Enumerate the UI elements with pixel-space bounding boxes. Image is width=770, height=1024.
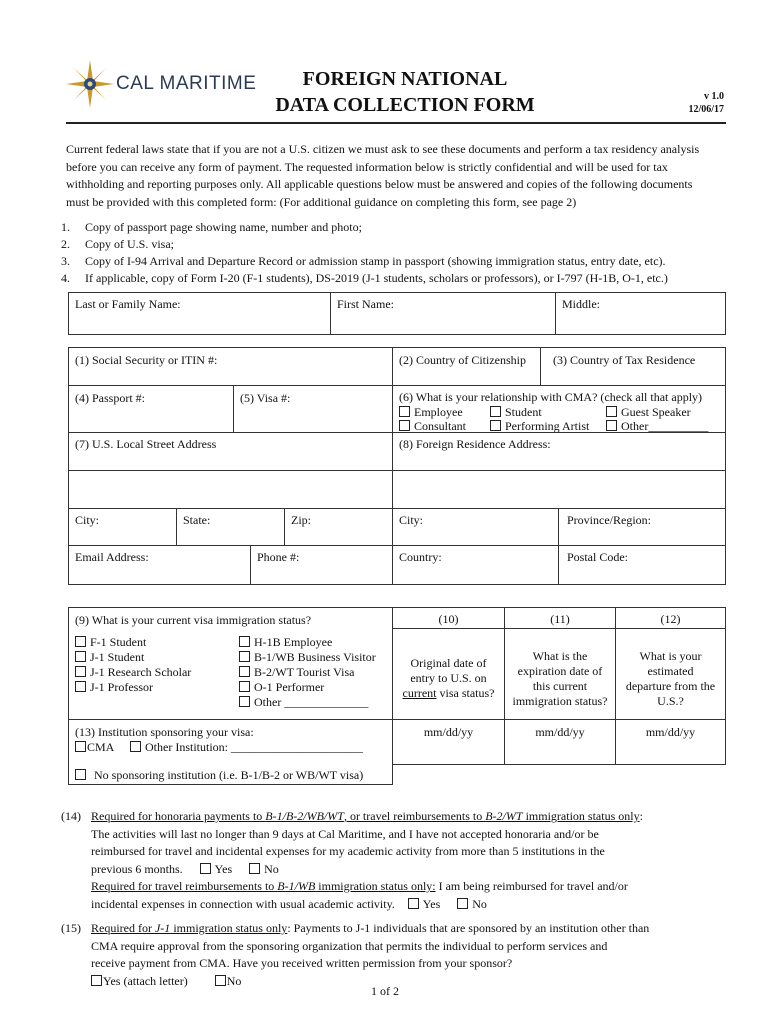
question-15-heading: (15) Required for J-1 immigration status only: Payments to J-1 individuals that are sponsored by an institution other than [61, 921, 650, 935]
checkbox[interactable] [75, 636, 86, 647]
visa-option-b1-wb[interactable]: B-1/WB Business Visitor [239, 650, 376, 665]
question-14-heading: (14) Required for honoraria payments to B-1/B-2/WB/WT, or travel reimbursements to B-2/WT immigration status only: [61, 809, 643, 823]
question-14-text-line2: reimbursed for travel and incidental expenses for my academic activity from more than 5 institutions in the [91, 844, 605, 858]
col11-label: (11) [550, 612, 570, 626]
phone-label: Phone #: [257, 550, 300, 564]
relationship-guest-speaker[interactable]: Guest Speaker [606, 405, 691, 419]
visa-option-j1-professor[interactable]: J-1 Professor [75, 680, 191, 695]
checkbox[interactable] [408, 898, 419, 909]
local-address-line2[interactable] [68, 470, 393, 509]
entry-date-format: mm/dd/yy [423, 725, 474, 739]
country-field[interactable] [392, 545, 559, 585]
checkbox[interactable] [606, 420, 617, 431]
list-item: 2. Copy of U.S. visa; [61, 237, 175, 251]
local-address-field[interactable] [68, 432, 393, 471]
phone-field[interactable] [250, 545, 393, 585]
visa-option-other[interactable]: Other ______________ [239, 695, 376, 710]
zip-label: Zip: [291, 513, 311, 527]
header-rule [66, 122, 726, 124]
checkbox[interactable] [75, 741, 86, 752]
q14-travel-no-option[interactable]: No [457, 897, 487, 911]
question-15-text-line3: receive payment from CMA. Have you received written permission from your sponsor? [91, 956, 513, 970]
country-label: Country: [399, 550, 442, 564]
postal-code-label: Postal Code: [567, 550, 629, 564]
q15-yes-option[interactable]: Yes (attach letter) [91, 974, 188, 988]
relationship-performing-artist[interactable]: Performing Artist [490, 419, 589, 433]
visa-option-j1-student[interactable]: J-1 Student [75, 650, 191, 665]
logo-text: CAL MARITIME [116, 73, 257, 94]
first-name-label: First Name: [337, 297, 394, 311]
relationship-other[interactable]: Other__________ [606, 419, 708, 433]
departure-date-field[interactable] [615, 719, 726, 765]
checkbox[interactable] [249, 863, 260, 874]
col12-header [615, 607, 726, 629]
col10-label: (10) [438, 612, 459, 626]
city-label: City: [75, 513, 100, 527]
list-item: 3. Copy of I-94 Arrival and Departure Record or admission stamp in passport (showing immigration status, entry date, etc). [61, 254, 666, 268]
sponsor-field [68, 719, 393, 785]
col12-label: (12) [660, 612, 681, 626]
visa-option-o1[interactable]: O-1 Performer [239, 680, 376, 695]
relationship-consultant[interactable]: Consultant [399, 419, 466, 433]
sponsor-question: (13) Institution sponsoring your visa: [75, 725, 254, 739]
foreign-city-field[interactable] [392, 508, 559, 546]
state-label: State: [183, 513, 211, 527]
relationship-employee[interactable]: Employee [399, 405, 463, 419]
q14-yes-option[interactable]: Yes [200, 862, 232, 876]
foreign-address-label: (8) Foreign Residence Address: [399, 437, 551, 451]
foreign-address-line2[interactable] [392, 470, 726, 509]
visa-option-j1-research-scholar[interactable]: J-1 Research Scholar [75, 665, 191, 680]
departure-date-format: mm/dd/yy [645, 725, 696, 739]
list-item: 4. If applicable, copy of Form I-20 (F-1 students), DS-2019 (J-1 students, scholars or professors), or I-797 (H-1B, O-1, etc.) [61, 271, 668, 285]
last-name-field[interactable] [68, 292, 331, 335]
checkbox[interactable] [200, 863, 211, 874]
visa-status-left-options [75, 635, 191, 695]
list-item: 1. Copy of passport page showing name, number and photo; [61, 220, 362, 234]
checkbox[interactable] [75, 651, 86, 662]
q15-no-option[interactable]: No [215, 974, 242, 988]
checkbox[interactable] [75, 681, 86, 692]
passport-field[interactable] [68, 385, 234, 433]
tax-residence-label: (3) Country of Tax Residence [553, 353, 696, 367]
sponsor-option-other[interactable]: Other Institution: ______________________ [130, 740, 363, 754]
form-title-line2: DATA COLLECTION FORM [275, 94, 535, 116]
visa-option-h1b[interactable]: H-1B Employee [239, 635, 376, 650]
form-title [250, 66, 560, 118]
version-block [688, 90, 724, 116]
checkbox[interactable] [215, 975, 226, 986]
ssn-field[interactable] [68, 347, 393, 386]
entry-date-field[interactable] [392, 719, 505, 765]
checkbox[interactable] [457, 898, 468, 909]
city-field[interactable] [68, 508, 177, 546]
relationship-student[interactable]: Student [490, 405, 542, 419]
version-date: 12/06/17 [688, 104, 724, 115]
passport-label: (4) Passport #: [75, 391, 145, 405]
compass-star-icon [64, 58, 116, 110]
form-title-line1: FOREIGN NATIONAL [302, 68, 508, 90]
email-field[interactable] [68, 545, 251, 585]
checkbox[interactable] [239, 651, 250, 662]
citizenship-label: (2) Country of Citizenship [399, 353, 526, 367]
question-14-text-line1: The activities will last no longer than 9 days at Cal Maritime, and I have not accepted honoraria and/or be [91, 826, 599, 841]
visa-status-right-options [239, 635, 376, 710]
checkbox[interactable] [399, 420, 410, 431]
first-name-field[interactable] [330, 292, 556, 335]
q14-no-option[interactable]: No [249, 862, 279, 876]
checkbox[interactable] [75, 769, 86, 780]
foreign-city-label: City: [399, 513, 424, 527]
tax-residence-field[interactable] [540, 347, 726, 386]
visa-number-label: (5) Visa #: [240, 391, 291, 405]
zip-field[interactable] [284, 508, 393, 546]
checkbox[interactable] [239, 636, 250, 647]
expiration-date-question-text: What is the expiration date of this current immigration status? [512, 649, 608, 708]
last-name-label: Last or Family Name: [75, 297, 181, 311]
checkbox[interactable] [75, 666, 86, 677]
province-label: Province/Region: [567, 513, 651, 527]
question-15-text-line2: CMA require approval from the sponsoring organization that permits the individual to perform services and [91, 938, 608, 953]
sponsor-option-none[interactable]: No sponsoring institution (i.e. B-1/B-2 or WB/WT visa) [75, 768, 363, 782]
email-label: Email Address: [75, 550, 149, 564]
checkbox[interactable] [130, 741, 141, 752]
expiration-date-question [504, 628, 616, 720]
relationship-field [392, 385, 726, 433]
expiration-date-format: mm/dd/yy [535, 725, 585, 739]
page-number: 1 of 2 [371, 984, 399, 998]
entry-date-question-text: Original date of entry to U.S. on current visa status? [402, 656, 495, 700]
departure-date-question [615, 628, 726, 720]
question-14-travel-answer-row: incidental expenses in connection with usual academic activity. Yes No [91, 896, 487, 911]
checkbox[interactable] [490, 420, 501, 431]
sponsor-option-cma[interactable]: CMA [75, 740, 114, 754]
middle-name-label: Middle: [562, 297, 600, 311]
citizenship-field[interactable] [392, 347, 541, 386]
visa-status-question: (9) What is your current visa immigration status? [75, 613, 312, 627]
documents-list [61, 219, 741, 287]
postal-code-field[interactable] [558, 545, 726, 585]
departure-date-question-text: What is your estimated departure from the U.S.? [625, 649, 716, 708]
checkbox[interactable] [399, 406, 410, 417]
foreign-address-field[interactable] [392, 432, 726, 471]
checkbox[interactable] [606, 406, 617, 417]
ssn-label: (1) Social Security or ITIN #: [75, 353, 218, 367]
intro-paragraph: Current federal laws state that if you are not a U.S. citizen we must ask to see these documents and perform a tax residency analysis before you can receive any form of payment. The requested information below is strictly confidential and will be used for tax withholding and reporting purposes only. All applicable questions below must be answered and copies of the following documents must be provided with this completed form: (For additional guidance on completing this form, see page 2) [66, 142, 700, 209]
entry-date-question [392, 628, 505, 720]
logo [64, 58, 264, 110]
question-14-answer-row: previous 6 months. Yes No [91, 861, 279, 876]
visa-option-b2-wt[interactable]: B-2/WT Tourist Visa [239, 665, 376, 680]
checkbox[interactable] [239, 696, 250, 707]
col11-header [504, 607, 616, 629]
province-field[interactable] [558, 508, 726, 546]
visa-option-f1-student[interactable]: F-1 Student [75, 635, 191, 650]
version-label: v 1.0 [704, 91, 724, 102]
checkbox[interactable] [239, 666, 250, 677]
expiration-date-field[interactable] [504, 719, 616, 765]
relationship-question: (6) What is your relationship with CMA? (check all that apply) [399, 390, 703, 404]
col10-header [392, 607, 505, 629]
local-address-label: (7) U.S. Local Street Address [75, 437, 217, 451]
state-field[interactable] [176, 508, 285, 546]
visa-number-field[interactable] [233, 385, 393, 433]
question-14 [61, 808, 741, 913]
question-15 [61, 920, 741, 990]
checkbox[interactable] [490, 406, 501, 417]
visa-status-field [68, 607, 393, 720]
checkbox[interactable] [91, 975, 102, 986]
question-14-travel-heading: Required for travel reimbursements to B-1/WB immigration status only: I am being reimbursed for travel and/or [91, 879, 628, 893]
checkbox[interactable] [239, 681, 250, 692]
q14-travel-yes-option[interactable]: Yes [408, 897, 440, 911]
middle-name-field[interactable] [555, 292, 726, 335]
